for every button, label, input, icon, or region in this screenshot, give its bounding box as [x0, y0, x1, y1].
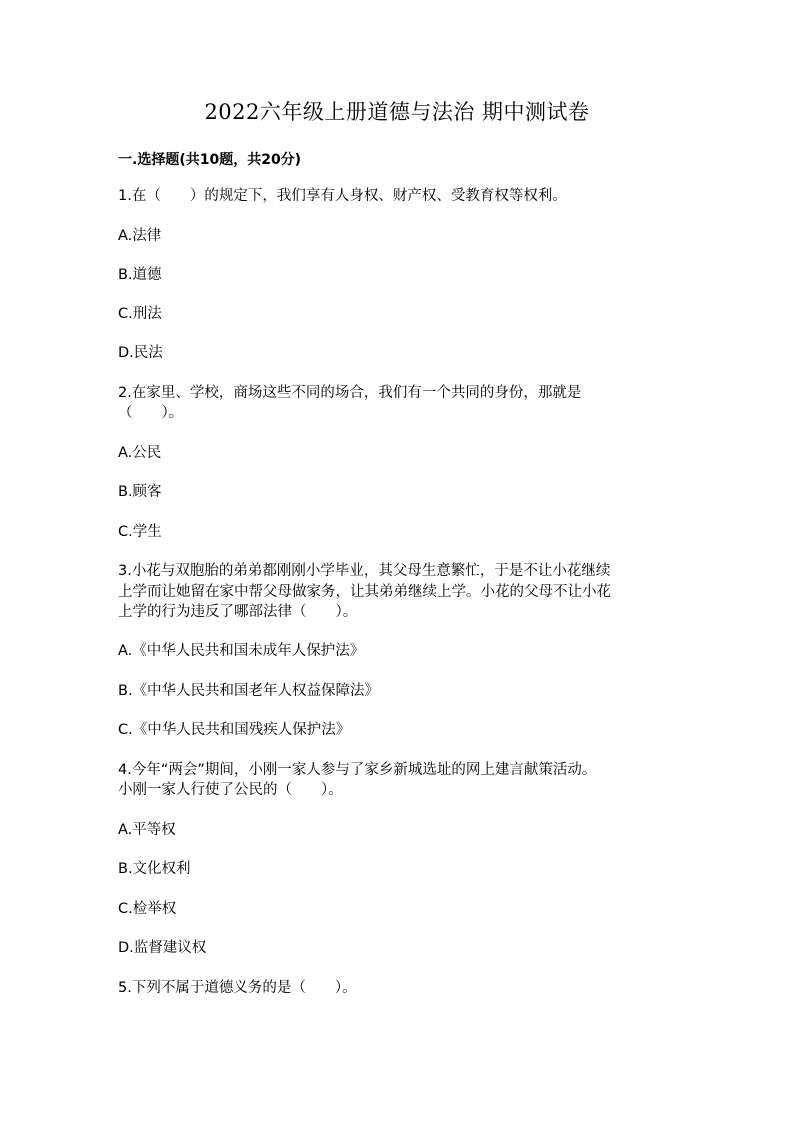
section-heading: 一.选择题(共10题，共20分)	[118, 152, 302, 168]
question-2-stem-line-2: （ ）。	[118, 405, 184, 421]
question-4-option-c: C.检举权	[118, 901, 177, 917]
question-2-option-c: C.学生	[118, 524, 162, 540]
question-3-stem-line-2: 上学而让她留在家中帮父母做家务，让其弟弟继续上学。小花的父母不让小花	[118, 584, 611, 600]
question-1-option-b: B.道德	[118, 267, 162, 283]
question-1-option-d: D.民法	[118, 345, 163, 361]
question-4-option-b: B.文化权利	[118, 861, 191, 877]
question-3-option-c: C.《中华人民共和国残疾人保护法》	[118, 722, 351, 738]
question-3-stem-line-1: 3.小花与双胞胎的弟弟都刚刚小学毕业，其父母生意繁忙，于是不让小花继续	[118, 563, 611, 579]
question-1-stem-line-1: 1.在（ ）的规定下，我们享有人身权、财产权、受教育权等权利。	[118, 188, 567, 204]
question-2-option-b: B.顾客	[118, 484, 162, 500]
question-4-option-d: D.监督建议权	[118, 940, 207, 956]
question-3-stem-line-3: 上学的行为违反了哪部法律（ ）。	[118, 604, 358, 620]
question-2-option-a: A.公民	[118, 445, 162, 461]
question-4-option-a: A.平等权	[118, 822, 176, 838]
page-title: 2022六年级上册道德与法治 期中测试卷	[204, 100, 590, 124]
question-1-option-a: A.法律	[118, 228, 162, 244]
question-4-stem-line-2: 小刚一家人行使了公民的（ ）。	[118, 782, 343, 798]
question-3-option-a: A.《中华人民共和国未成年人保护法》	[118, 643, 365, 659]
question-5-stem-line-1: 5.下列不属于道德义务的是（ ）。	[118, 980, 357, 996]
question-1-option-c: C.刑法	[118, 306, 162, 322]
question-4-stem-line-1: 4.今年“两会”期间，小刚一家人参与了家乡新城选址的网上建言献策活动。	[118, 762, 597, 778]
question-2-stem-line-1: 2.在家里、学校，商场这些不同的场合，我们有一个共同的身份，那就是	[118, 385, 582, 401]
question-3-option-b: B.《中华人民共和国老年人权益保障法》	[118, 683, 380, 699]
